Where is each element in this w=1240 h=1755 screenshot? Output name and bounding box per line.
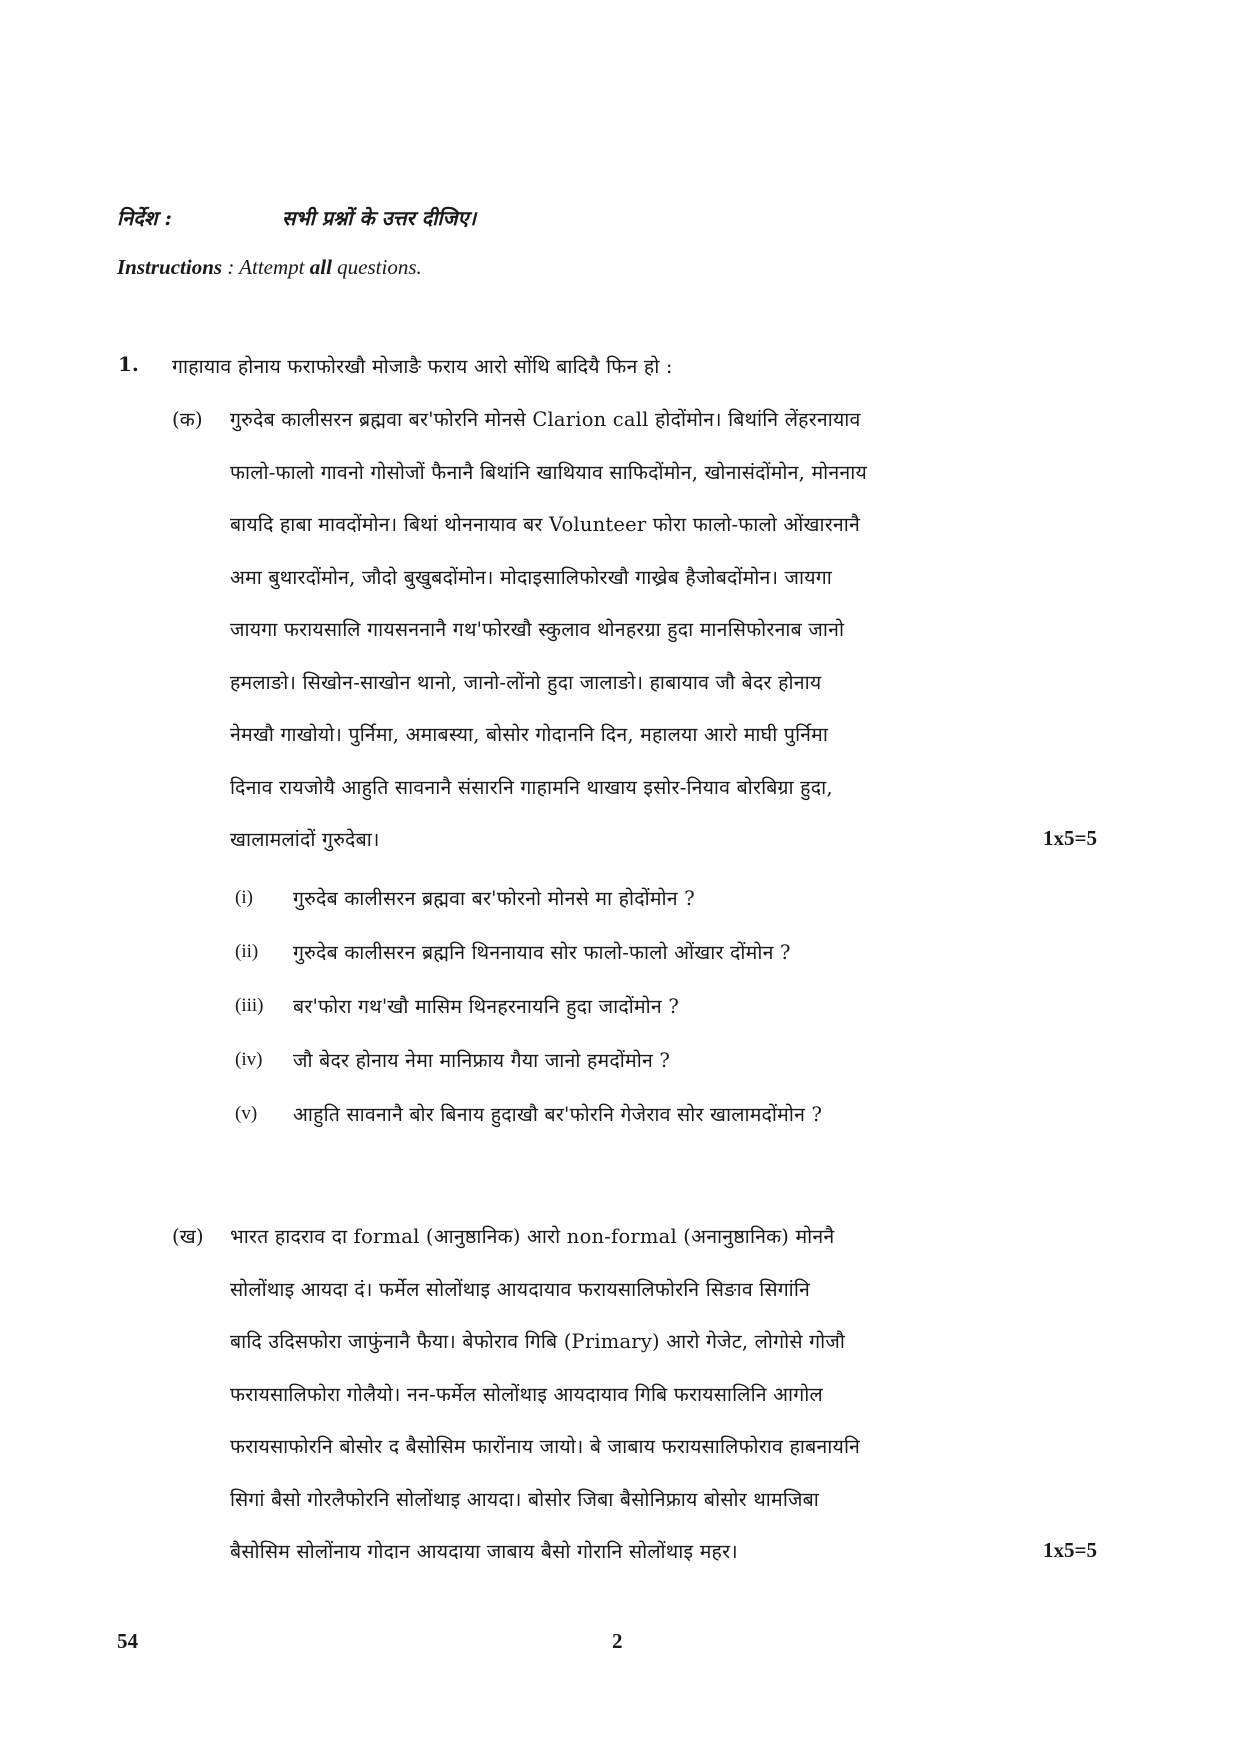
passage-line: खालामलांदों गुरुदेबा। [230,828,380,851]
subquestion-text: जौ बेदर होनाय नेमा मानिफ्राय गैया जानो हमदोंमोन ? [293,1049,671,1072]
subquestion-text: गुरुदेब कालीसरन ब्रह्मवा बर'फोरनो मोनसे मा होदोंमोन ? [293,887,695,910]
subquestion-number: (v) [235,1103,258,1124]
passage-line: फरायसालिफोरा गोलैयो। नन-फर्मेल सोलोंथाइ आयदायाव गिबि फरायसालिनि आगोल [230,1383,823,1406]
passage-line: अमा बुथारदोंमोन, जौदो बुखुबदोंमोन। मोदाइसालिफोरखौ गाख्रेब हैजोबदोंमोन। जायगा [230,566,833,589]
passage-line: गुरुदेब कालीसरन ब्रह्मवा बर'फोरनि मोनसे Clarion call होदोंमोन। बिथांनि लेंहरनायाव [230,408,861,431]
question-number: 1. [118,352,139,376]
passage-line: सिगां बैसो गोरलैफोरनि सोलोंथाइ आयदा। बोसोर जिबा बैसोनिफ्राय बोसोर थामजिबा [230,1488,820,1511]
part-ka-marks: 1x5=5 [1043,826,1097,850]
part-kha-label: (ख) [172,1225,204,1248]
paper-code: 54 [117,1629,138,1653]
passage-line: फरायसाफोरनि बोसोर द बैसोसिम फारोंनाय जायो। बे जाबाय फरायसालिफोराव हाबनायनि [230,1435,861,1458]
instructions-hindi-text: सभी प्रश्नों के उत्तर दीजिए। [282,206,477,230]
passage-line: फालो-फालो गावनो गोसोजों फैनानै बिथांनि खाथियाव साफिदोंमोन, खोनासंदोंमोन, मोननाय [230,461,867,484]
subquestion-text: आहुति सावनानै बोर बिनाय हुदाखौ बर'फोरनि गेजेराव सोर खालामदोंमोन ? [293,1103,823,1126]
subquestion-text: बर'फोरा गथ'खौ मासिम थिनहरनायनि हुदा जादोंमोन ? [293,995,679,1018]
passage-line: बादि उदिसफोरा जाफुंनानै फैया। बेफोराव गिबि (Primary) आरो गेजेट, लोगोसे गोजौ [230,1330,846,1353]
subquestion-text: गुरुदेब कालीसरन ब्रह्मनि थिननायाव सोर फालो-फालो ओंखार दोंमोन ? [293,941,791,964]
passage-line: भारत हादराव दा formal (आनुष्ठानिक) आरो non-formal (अनानुष्ठानिक) मोननै [230,1225,835,1248]
part-ka-label: (क) [172,408,203,431]
subquestion-number: (ii) [235,941,259,962]
subquestion-number: (iii) [235,995,264,1016]
passage-line: नेमखौ गाखोयो। पुर्निमा, अमाबस्या, बोसोर गोदाननि दिन, महालया आरो माघी पुर्निमा [230,723,829,746]
subquestion-number: (iv) [235,1049,263,1070]
passage-line: जायगा फरायसालि गायसननानै गथ'फोरखौ स्कुलाव थोनहरग्रा हुदा मानसिफोरनाब जानो [230,618,845,641]
instructions-english: Instructions : Attempt all questions. [117,255,422,279]
subquestion-number: (i) [235,887,253,908]
passage-line: दिनाव रायजोयै आहुति सावनानै संसारनि गाहामनि थाखाय इसोर-नियाव बोरबिग्रा हुदा, [230,776,833,799]
passage-line: सोलोंथाइ आयदा दं। फर्मेल सोलोंथाइ आयदायाव फरायसालिफोरनि सिङाव सिगांनि [230,1278,811,1301]
instructions-hindi-label: निर्देश : [117,206,172,230]
page-number: 2 [612,1629,623,1653]
passage-line: बैसोसिम सोलोंनाय गोदान आयदाया जाबाय बैसो गोरानि सोलोंथाइ महर। [230,1540,738,1563]
passage-line: हमलाङो। सिखोन-साखोन थानो, जानो-लोंनो हुदा जालाङो। हाबायाव जौ बेदर होनाय [230,671,822,694]
part-kha-marks: 1x5=5 [1043,1538,1097,1562]
passage-line: बायदि हाबा मावदोंमोन। बिथां थोननायाव बर Volunteer फोरा फालो-फालो ओंखारनानै [230,513,861,536]
question-prompt: गाहायाव होनाय फराफोरखौ मोजाङै फराय आरो सोंथि बादियै फिन हो : [172,355,673,378]
